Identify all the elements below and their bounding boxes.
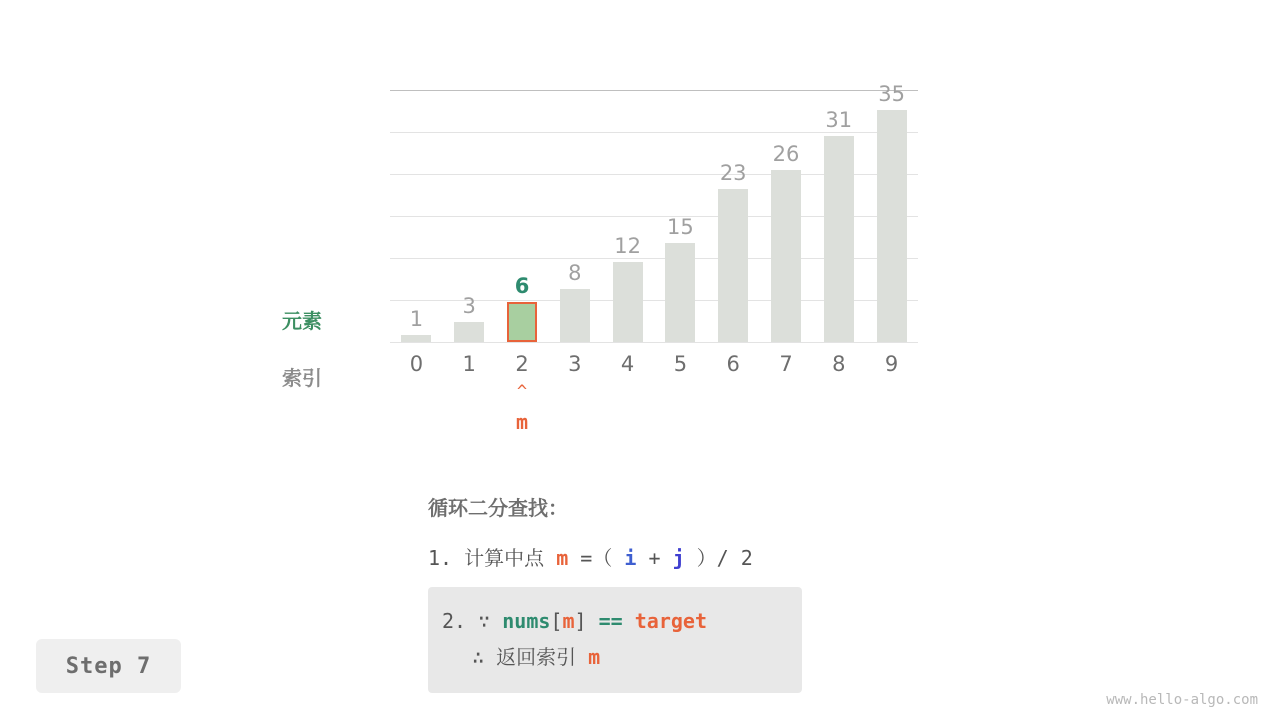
line1-m: m bbox=[556, 546, 569, 570]
step-badge: Step 7 bbox=[36, 639, 181, 693]
bar-7 bbox=[771, 170, 801, 342]
tick-label-5: 5 bbox=[673, 352, 688, 376]
binary-search-chart bbox=[282, 81, 950, 460]
bar-3 bbox=[560, 289, 590, 342]
explanation-caption: 循环二分查找： bbox=[428, 496, 568, 520]
bar-value-5: 15 bbox=[667, 214, 694, 239]
pointer-m bbox=[492, 384, 552, 434]
bar-value-8: 31 bbox=[825, 108, 853, 133]
bar-1 bbox=[454, 322, 484, 342]
bar-9 bbox=[877, 110, 907, 342]
plot-region bbox=[390, 81, 918, 434]
explanation-line-1 bbox=[428, 543, 908, 573]
tick-label-2: 2 bbox=[515, 352, 529, 376]
bar-2 bbox=[507, 302, 537, 342]
tick-label-4: 4 bbox=[620, 352, 635, 376]
explanation-line-2 bbox=[442, 603, 782, 639]
line3-text: 返回索引 bbox=[496, 645, 577, 669]
tick-label-7: 7 bbox=[779, 352, 793, 376]
line2-bracket-close: ] bbox=[574, 609, 587, 633]
bar-5 bbox=[665, 243, 695, 342]
bar-value-3: 8 bbox=[568, 260, 582, 285]
bar-8 bbox=[824, 136, 854, 342]
watermark: www.hello-algo.com bbox=[1106, 692, 1258, 708]
tick-label-9: 9 bbox=[884, 352, 899, 376]
line2-eq: == bbox=[598, 609, 623, 633]
line3-therefore: ∴ bbox=[472, 645, 485, 669]
bar-value-2: 6 bbox=[514, 274, 530, 299]
bar-0 bbox=[401, 335, 431, 342]
line2-bracket-open: [ bbox=[550, 609, 563, 633]
line2-target: target bbox=[634, 609, 707, 633]
bar-value-6: 23 bbox=[719, 161, 747, 186]
bar-value-4: 12 bbox=[614, 234, 641, 259]
line2-nums: nums bbox=[502, 609, 551, 633]
gridline bbox=[390, 90, 918, 91]
conclusion-box bbox=[428, 587, 802, 693]
index-axis-label: 索引 bbox=[282, 366, 322, 390]
line2-m: m bbox=[562, 609, 575, 633]
bar-4 bbox=[613, 262, 643, 342]
line1-j: j bbox=[672, 546, 685, 570]
line3-m: m bbox=[588, 645, 601, 669]
line1-eq: =（ bbox=[580, 546, 613, 570]
gridline bbox=[390, 342, 918, 343]
bar-value-9: 35 bbox=[878, 81, 905, 106]
line1-plus: + bbox=[648, 546, 661, 570]
bar-value-1: 3 bbox=[462, 294, 476, 319]
bar-value-0: 1 bbox=[409, 307, 424, 332]
line1-text: 计算中点 bbox=[464, 546, 545, 570]
explanation-line-3 bbox=[442, 639, 782, 675]
line2-because: ∵ bbox=[478, 609, 491, 633]
line2-number: 2. bbox=[442, 609, 467, 633]
element-axis-label: 元素 bbox=[282, 309, 322, 333]
tick-label-6: 6 bbox=[726, 352, 740, 376]
tick-label-0: 0 bbox=[409, 352, 424, 376]
explanation-block bbox=[428, 492, 908, 693]
bar-value-7: 26 bbox=[772, 141, 800, 166]
tick-label-8: 8 bbox=[832, 352, 846, 376]
tick-label-1: 1 bbox=[462, 352, 476, 376]
bar-6 bbox=[718, 189, 748, 342]
line1-number: 1. bbox=[428, 546, 453, 570]
line1-tail: ）/ 2 bbox=[696, 546, 753, 570]
caret-icon: ^ bbox=[516, 382, 528, 402]
line1-i: i bbox=[624, 546, 637, 570]
pointer-label: m bbox=[515, 410, 529, 434]
tick-label-3: 3 bbox=[568, 352, 582, 376]
